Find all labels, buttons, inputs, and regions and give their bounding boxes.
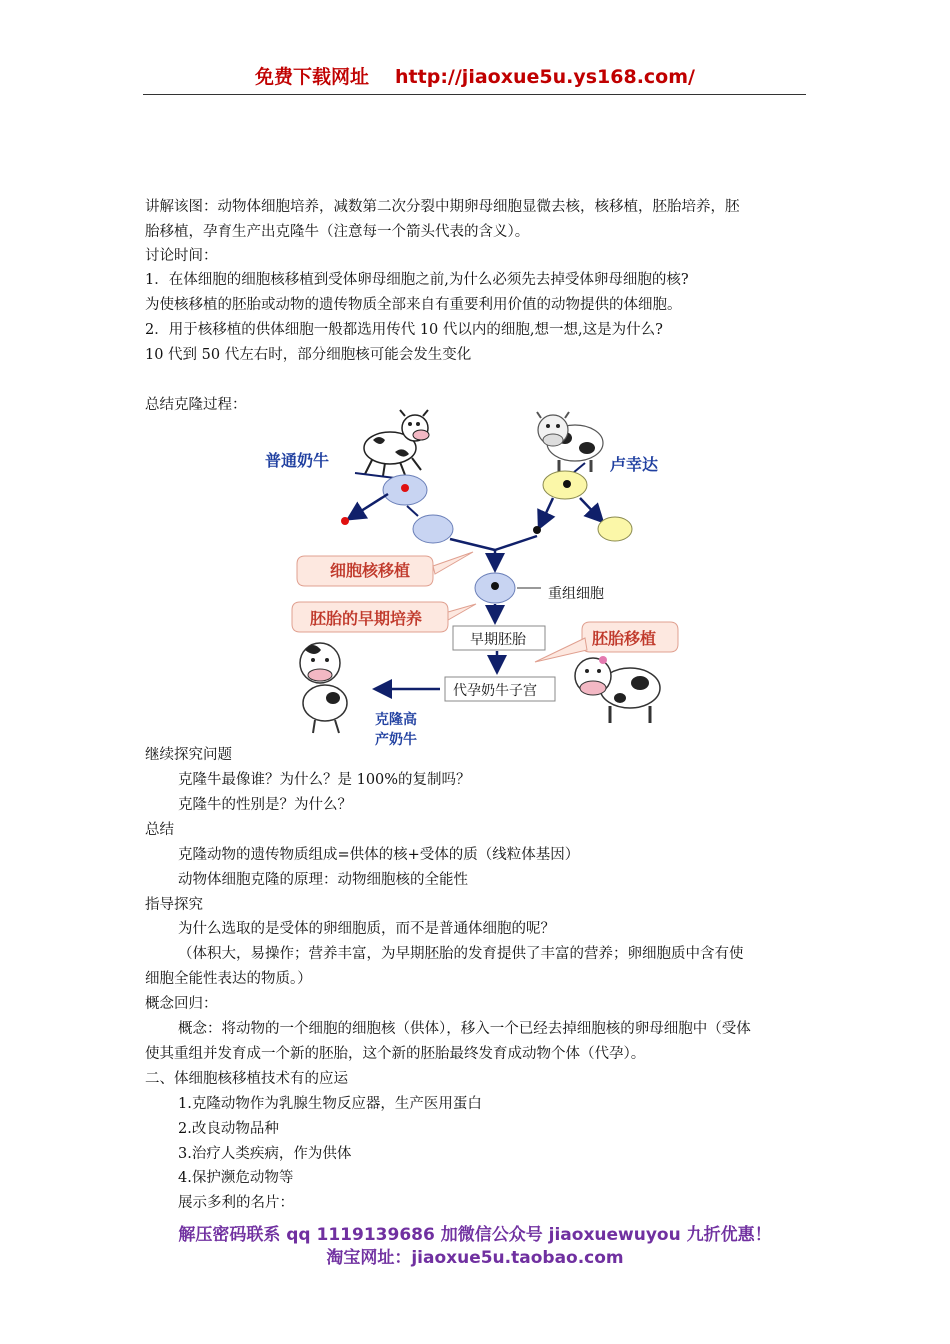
enucleated-oocyte xyxy=(598,517,632,541)
paragraph: 10 代到 50 代左右时，部分细胞核可能会发生变化 xyxy=(145,347,472,363)
section-line: 为什么选取的是受体的卵细胞质，而不是普通体细胞的呢？ xyxy=(178,921,555,937)
callout-pointer xyxy=(433,552,473,574)
arrow-line xyxy=(355,473,395,478)
section-line: 展示多利的名片： xyxy=(178,1195,294,1211)
arrow-merge-right xyxy=(495,536,537,550)
label-clone-line2: 产奶牛 xyxy=(375,732,417,748)
section-line: 细胞全能性表达的物质。） xyxy=(145,971,312,987)
header-rule xyxy=(143,94,806,95)
section-line: 克隆牛最像谁？为什么？是 100%的复制吗？ xyxy=(178,772,471,788)
recipient-nucleus xyxy=(563,480,571,488)
paragraph: 胎移植，孕育生产出克隆牛（注意每一个箭头代表的含义）。 xyxy=(145,224,530,240)
arrow-line xyxy=(573,463,585,473)
paragraph: 为使核移植的胚胎或动物的遗传物质全部来自有重要利用价值的动物提供的体细胞。 xyxy=(145,297,682,313)
label-recombined-cell: 重组细胞 xyxy=(548,586,604,602)
section-line: （体积大，易操作；营养丰富，为早期胚胎的发育提供了丰富的营养；卵细胞质中含有使 xyxy=(178,946,744,962)
arrow-line xyxy=(540,498,553,526)
footer-shop-url[interactable]: 淘宝网址：jiaoxue5u.taobao.com xyxy=(326,1248,624,1268)
section-line: 继续探究问题 xyxy=(145,747,232,763)
section-line: 总结 xyxy=(145,822,174,838)
section-line: 2.改良动物品种 xyxy=(178,1121,279,1137)
arrow-line xyxy=(580,498,601,520)
paragraph: 讲解该图：动物体细胞培养，减数第二次分裂中期卵母细胞显微去核，核移植，胚胎培养，胚 xyxy=(145,199,740,215)
label-early-culture: 胚胎的早期培养 xyxy=(310,609,423,628)
recipient-cow-image xyxy=(537,412,603,472)
paragraph: 总结克隆过程： xyxy=(145,397,247,413)
section-line: 动物体细胞克隆的原理：动物细胞核的全能性 xyxy=(178,872,468,888)
label-recipient-cow: 卢幸达 xyxy=(610,455,659,474)
label-clone-line1: 克隆高 xyxy=(375,712,417,728)
footer-contact: 解压密码联系 qq 1119139686 加微信公众号 jiaoxuewuyou 九折优惠！ xyxy=(178,1225,772,1245)
section-line: 二、体细胞核移植技术有的应运 xyxy=(145,1071,348,1087)
label-early-embryo: 早期胚胎 xyxy=(470,632,526,648)
recombined-nucleus xyxy=(491,582,499,590)
label-nuclear-transfer: 细胞核移植 xyxy=(330,561,411,580)
cloning-diagram xyxy=(255,398,705,748)
label-donor-cow: 普通奶牛 xyxy=(265,451,330,470)
donor-cell-2 xyxy=(413,515,453,543)
paragraph: 2．用于核移植的供体细胞一般都选用传代 10 代以内的细胞,想一想,这是为什么? xyxy=(145,322,663,338)
arrow-line xyxy=(407,506,418,516)
surrogate-cow-image xyxy=(575,656,660,723)
donor-nucleus xyxy=(401,484,409,492)
paragraph: 1．在体细胞的细胞核移植到受体卵母细胞之前,为什么必须先去掉受体卵母细胞的核? xyxy=(145,272,689,288)
section-line: 克隆牛的性别是？为什么？ xyxy=(178,797,352,813)
header-label: 免费下载网址 xyxy=(255,66,370,88)
label-embryo-transfer: 胚胎移植 xyxy=(592,629,657,648)
section-line: 3.治疗人类疾病，作为供体 xyxy=(178,1146,352,1162)
section-line: 概念回归： xyxy=(145,996,218,1012)
header-url[interactable]: http://jiaoxue5u.ys168.com/ xyxy=(395,66,695,88)
section-line: 使其重组并发育成一个新的胚胎，这个新的胚胎最终发育成动物个体（代孕）。 xyxy=(145,1046,646,1062)
section-line: 指导探究 xyxy=(145,897,203,913)
callout-pointer xyxy=(448,604,476,620)
clone-cow-image xyxy=(300,643,347,733)
label-surrogate: 代孕奶牛子宫 xyxy=(453,683,537,699)
removed-nucleus xyxy=(341,517,349,525)
section-line: 4.保护濒危动物等 xyxy=(178,1170,294,1186)
arrow-nucleus-removed xyxy=(350,494,388,518)
section-line: 概念：将动物的一个细胞的细胞核（供体），移入一个已经去掉细胞核的卵母细胞中（受体 xyxy=(178,1021,751,1037)
donor-cow-image xyxy=(364,410,429,476)
page-header xyxy=(0,62,950,89)
arrow-merge-left xyxy=(450,539,495,550)
paragraph: 讨论时间： xyxy=(145,248,218,264)
moved-nucleus xyxy=(533,526,541,534)
section-line: 克隆动物的遗传物质组成=供体的核+受体的质（线粒体基因） xyxy=(178,847,580,863)
section-line: 1.克隆动物作为乳腺生物反应器，生产医用蛋白 xyxy=(178,1096,482,1112)
